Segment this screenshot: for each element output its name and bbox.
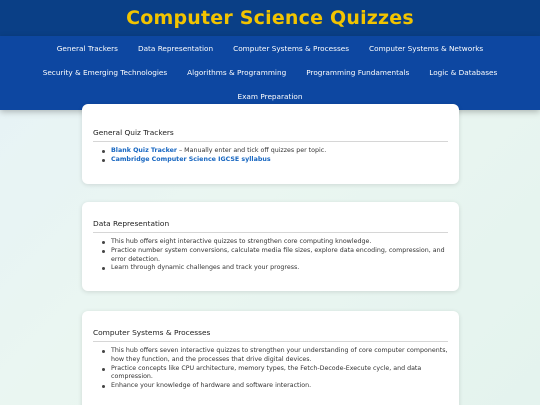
nav-link-algorithms-programming[interactable]: Algorithms & Programming: [187, 68, 287, 77]
nav-row-1: [0, 44, 540, 54]
nav-row-3: [0, 92, 540, 102]
card-list: [93, 347, 448, 391]
list-item: Learn through dynamic challenges and track your progress.: [99, 264, 448, 273]
list-item: This hub offers seven interactive quizzes to strengthen your understanding of core computer components, how they function, and the processes that drive digital devices.: [99, 347, 448, 365]
list-item-text: – Manually enter and tick off quizzes per topic.: [177, 147, 327, 154]
list-item: This hub offers eight interactive quizzes to strengthen core computing knowledge.: [99, 238, 448, 247]
site-header: [0, 0, 540, 36]
nav-row-2: [0, 68, 540, 78]
igcse-syllabus-link[interactable]: Cambridge Computer Science IGCSE syllabus: [111, 155, 271, 163]
card-list: [93, 147, 448, 165]
card-computer-systems-processes: [82, 311, 459, 405]
card-list: [93, 238, 448, 273]
site-title: Computer Science Quizzes: [126, 7, 414, 29]
card-title: Computer Systems & Processes: [93, 328, 448, 342]
card-title: General Quiz Trackers: [93, 128, 448, 142]
blank-quiz-tracker-link[interactable]: Blank Quiz Tracker: [111, 147, 178, 154]
main-nav: [0, 36, 540, 110]
list-item: [99, 147, 448, 156]
nav-link-security-emerging[interactable]: Security & Emerging Technologies: [42, 68, 168, 77]
card-title: Data Representation: [93, 219, 448, 233]
list-item: [99, 156, 448, 165]
nav-link-exam-preparation[interactable]: Exam Preparation: [237, 92, 303, 101]
nav-link-computer-systems-networks[interactable]: Computer Systems & Networks: [369, 44, 484, 53]
card-general-quiz-trackers: [82, 104, 459, 184]
nav-link-data-representation[interactable]: Data Representation: [137, 44, 214, 53]
card-data-representation: [82, 202, 459, 291]
nav-link-logic-databases[interactable]: Logic & Databases: [429, 68, 498, 77]
list-item: Practice concepts like CPU architecture, memory types, the Fetch-Decode-Execute cycle, and data compression.: [99, 365, 448, 383]
nav-link-computer-systems-processes[interactable]: Computer Systems & Processes: [233, 44, 350, 53]
nav-link-general-trackers[interactable]: General Trackers: [56, 44, 118, 53]
nav-link-programming-fundamentals[interactable]: Programming Fundamentals: [306, 68, 410, 77]
list-item: Enhance your knowledge of hardware and software interaction.: [99, 382, 448, 391]
list-item: Practice number system conversions, calculate media file sizes, explore data encoding, compression, and error detection.: [99, 247, 448, 265]
